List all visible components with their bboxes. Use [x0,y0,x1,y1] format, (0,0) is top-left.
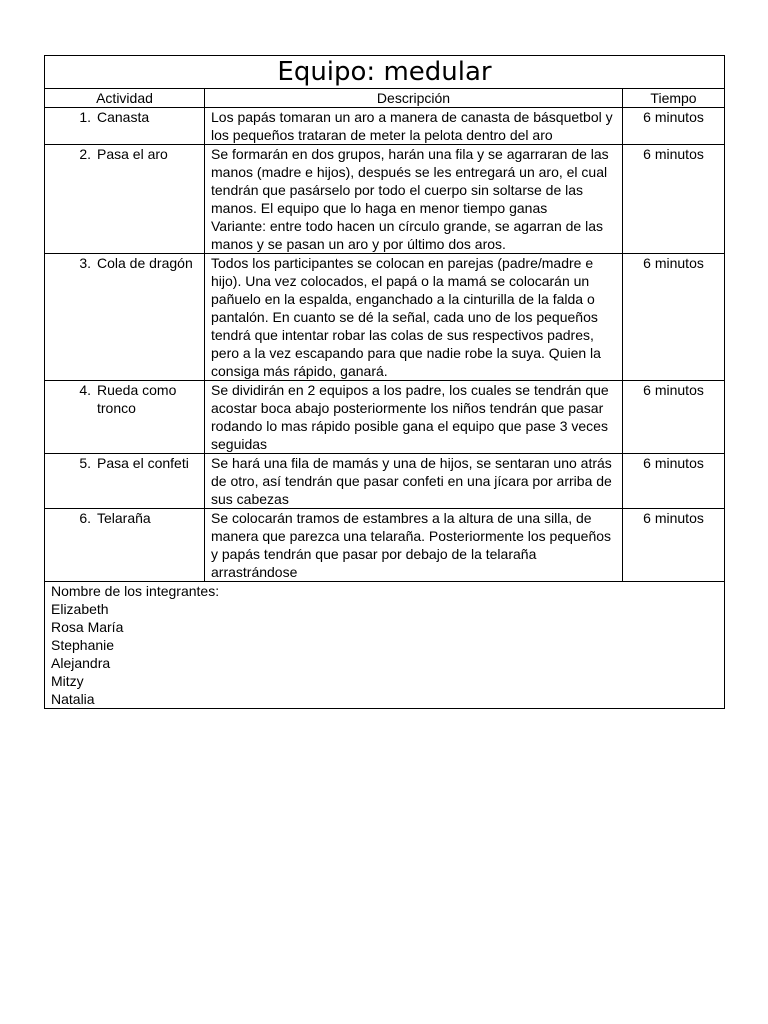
activity-cell [45,509,205,582]
activity-description: Todos los participantes se colocan en parejas (padre/madre e hijo). Una vez colocados, el papá o la mamá se colocarán un pañuelo en la espalda, enganchado a la cinturilla de la falda o pantalón. En cuanto se dé la señal, cada uno de los pequeños tendrá que intentar robar las colas de sus respectivos padres, pero a la vez escapando para que nadie robe la suya. Quien la consiga más rápido, ganará. [211,255,601,379]
table-row [45,254,725,381]
description-cell [205,108,623,145]
activity-number: 3. [79,255,91,271]
page-title: Equipo: medular [45,56,725,89]
header-row [45,89,725,108]
activity-name: Cola de dragón [97,255,193,271]
activity-table [44,55,725,709]
activity-name: Telaraña [97,510,151,526]
activity-number: 2. [79,146,91,162]
header-descripcion: Descripción [205,89,623,108]
description-cell [205,381,623,454]
activity-name: Rueda como tronco [97,382,177,416]
activity-description: Se dividirán en 2 equipos a los padre, los cuales se tendrán que acostar boca abajo posteriormente los niños tendrán que pasar rodando lo mas rápido posible gana el equipo que pase 3 veces seguidas [211,382,609,452]
activity-description: Se colocarán tramos de estambres a la altura de una silla, de manera que parezca una telaraña. Posteriormente los pequeños y papás tendrán que pasar por debajo de la telaraña arrastrándose [211,510,612,580]
member-name: Natalia [51,691,95,707]
header-tiempo: Tiempo [623,89,725,108]
activity-cell [45,254,205,381]
activity-number: 5. [79,455,91,471]
members-row [45,582,725,709]
activity-cell [45,108,205,145]
description-cell [205,254,623,381]
members-label: Nombre de los integrantes: [51,583,220,599]
activity-description: Se hará una fila de mamás y una de hijos, se sentaran uno atrás de otro, así tendrán que pasar confeti en una jícara por arriba de sus cabezas [211,455,612,507]
table-row [45,145,725,254]
activity-cell [45,454,205,509]
member-name: Alejandra [51,655,111,671]
member-name: Elizabeth [51,601,109,617]
activity-time: 6 minutos [623,509,725,582]
header-actividad: Actividad [45,89,205,108]
activity-time: 6 minutos [623,254,725,381]
member-name: Mitzy [51,673,84,689]
table-row [45,108,725,145]
member-name: Rosa María [51,619,124,635]
members-cell [45,582,725,709]
activity-number: 6. [79,510,91,526]
member-name: Stephanie [51,637,115,653]
table-row [45,454,725,509]
activity-time: 6 minutos [623,381,725,454]
activity-number: 4. [79,382,91,398]
description-cell [205,454,623,509]
title-row [45,56,725,89]
table-row [45,381,725,454]
activity-name: Pasa el aro [97,146,168,162]
activity-cell [45,381,205,454]
activity-number: 1. [79,109,91,125]
activity-name: Canasta [97,109,150,125]
activity-variant: Variante: entre todo hacen un círculo grande, se agarran de las manos y se pasan un aro y por último dos aros. [211,218,603,252]
activity-description: Se formarán en dos grupos, harán una fila y se agarraran de las manos (madre e hijos), después se les entregará un aro, el cual tendrán que pasárselo por todo el cuerpo sin soltarse de las manos. El equipo que lo haga en menor tiempo ganas [211,146,609,216]
description-cell [205,509,623,582]
activity-name: Pasa el confeti [97,455,189,471]
activity-description: Los papás tomaran un aro a manera de canasta de básquetbol y los pequeños trataran de meter la pelota dentro del aro [211,109,613,143]
activity-cell [45,145,205,254]
description-cell [205,145,623,254]
activity-time: 6 minutos [623,108,725,145]
activity-time: 6 minutos [623,454,725,509]
table-row [45,509,725,582]
activity-time: 6 minutos [623,145,725,254]
